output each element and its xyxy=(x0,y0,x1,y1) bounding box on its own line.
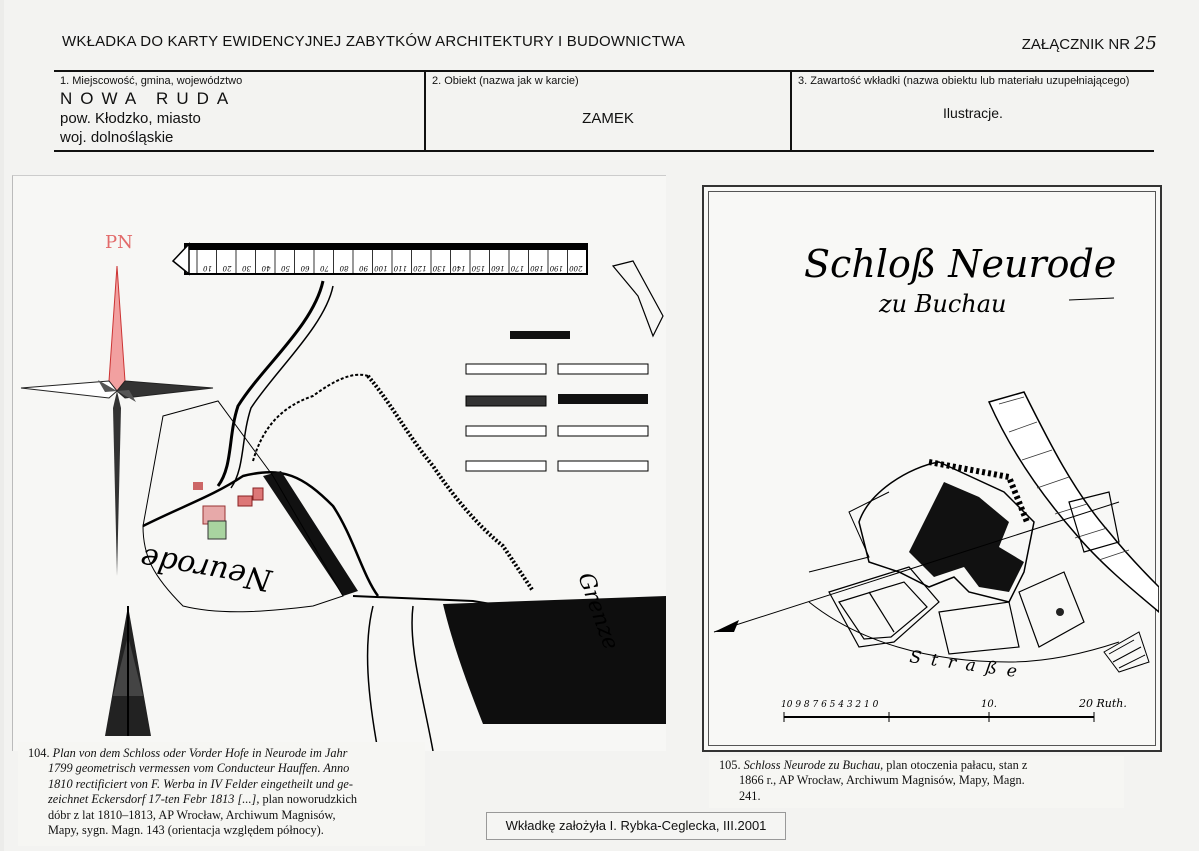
caption-105-line-1 xyxy=(719,758,1116,773)
caption-104-line-4 xyxy=(28,792,419,807)
scale-right-label: 20 Ruth. xyxy=(1079,697,1127,710)
caption-104-italic-3: 1810 rectificiert von F. Werba in IV Felder eingetheilt und ge- xyxy=(48,776,353,791)
caption-figure-104 xyxy=(18,742,425,846)
scale-number: 10 xyxy=(203,264,212,272)
field-object-label: 2. Obiekt (nazwa jak w karcie) xyxy=(432,75,579,87)
annex-number: 25 xyxy=(1134,33,1157,54)
scale-number: 190 xyxy=(549,264,563,272)
field-location-town: NOWA RUDA xyxy=(60,89,237,108)
scale-number: 110 xyxy=(393,264,407,272)
historic-map-1866-drawing xyxy=(709,192,1159,749)
historic-map-1866 xyxy=(702,185,1162,752)
historic-map-1813 xyxy=(12,175,666,751)
scale-mid-label: 10. xyxy=(981,699,997,710)
caption-104-italic-2: 1799 geometrisch vermessen vom Conducteur Hauffen. Anno xyxy=(48,761,350,776)
caption-104-plain-4: plan noworudzkich xyxy=(262,792,358,807)
scale-bar xyxy=(173,244,587,274)
town-name-neurode: Neurode xyxy=(137,540,275,598)
caption-105-number: 105. xyxy=(719,758,741,772)
scale-number: 90 xyxy=(359,264,368,272)
scale-number: 150 xyxy=(471,264,485,272)
scale-number: 50 xyxy=(281,264,290,272)
caption-105-plain-1: plan otoczenia pałacu, stan z xyxy=(886,758,1028,772)
caption-104-line-3 xyxy=(28,777,419,792)
annex-label: ZAŁĄCZNIK NR xyxy=(1021,36,1131,53)
historic-map-1866-frame xyxy=(708,191,1156,746)
annex-number-label xyxy=(1022,33,1157,54)
author-note: Wkładkę założyła I. Rybka-Ceglecka, III.2001 xyxy=(486,812,786,840)
caption-104-line-2 xyxy=(28,761,419,776)
castle-buildings-icon xyxy=(193,482,263,539)
field-object xyxy=(424,72,790,150)
scale-number: 60 xyxy=(300,264,310,272)
record-fields-table xyxy=(54,70,1154,152)
caption-figure-105 xyxy=(709,756,1124,808)
scale-number: 80 xyxy=(339,264,349,272)
map-title-line-2: zu Buchau xyxy=(879,290,1007,318)
scale-number: 100 xyxy=(374,264,388,272)
scale-number: 40 xyxy=(261,264,271,272)
map-title-line-1: Schloß Neurode xyxy=(804,242,1117,286)
caption-105-line-2: 1866 r., AP Wrocław, Archiwum Magnisów, Mapy, Magn. xyxy=(739,773,1025,788)
scale-number: 180 xyxy=(530,264,544,272)
scale-number: 130 xyxy=(432,264,446,272)
scale-number: 70 xyxy=(320,264,329,272)
caption-104-italic-1: Plan von dem Schloss oder Vorder Hofe in Neurode im Jahr xyxy=(52,746,348,760)
document-sheet xyxy=(4,0,1199,851)
grenze-label: Grenze xyxy=(572,569,624,654)
scale-number: 160 xyxy=(491,264,505,272)
scale-number: 170 xyxy=(510,264,524,272)
palace-footprint-icon xyxy=(859,462,1034,602)
compass-rose-icon xyxy=(21,266,213,576)
caption-104-line-5: dóbr z lat 1810–1813, AP Wrocław, Archiwum Magnisów, xyxy=(48,807,336,822)
caption-104-line-1 xyxy=(28,746,419,761)
scale-number: 30 xyxy=(242,264,251,272)
field-location-province: woj. dolnośląskie xyxy=(60,129,174,146)
caption-104-italic-4: zeichnet Eckersdorf 17-ten Febr 1813 [...], xyxy=(48,792,260,807)
field-content xyxy=(790,72,1154,150)
map-legend xyxy=(466,331,648,471)
field-location-label: 1. Miejscowość, gmina, województwo xyxy=(60,75,243,87)
scale-number: 140 xyxy=(452,264,466,272)
caption-105-italic-1: Schloss Neurode zu Buchau, xyxy=(743,758,884,772)
scale-number: 20 xyxy=(222,264,232,272)
scale-number: 120 xyxy=(413,264,427,272)
map-scale-bar xyxy=(781,697,1127,722)
field-content-value: Ilustracje. xyxy=(943,105,1003,121)
north-mark: PN xyxy=(105,232,133,253)
caption-104-line-6: Mapy, sygn. Magn. 143 (orientacja względem północy). xyxy=(48,823,324,838)
historic-map-1813-drawing xyxy=(13,176,666,751)
tree-icon xyxy=(105,606,151,736)
field-object-value: ZAMEK xyxy=(582,110,634,127)
field-location xyxy=(54,72,424,150)
field-content-label: 3. Zawartość wkładki (nazwa obiektu lub materiału uzupełniającego) xyxy=(798,75,1130,87)
caption-105-line-3: 241. xyxy=(739,788,761,803)
document-title: WKŁADKA DO KARTY EWIDENCYJNEJ ZABYTKÓW ARCHITEKTURY I BUDOWNICTWA xyxy=(62,33,686,50)
scale-left-label: 10 9 8 7 6 5 4 3 2 1 0 xyxy=(781,700,879,710)
field-location-county: pow. Kłodzko, miasto xyxy=(60,110,201,127)
caption-104-number: 104. xyxy=(28,746,50,760)
scale-number: 200 xyxy=(569,264,583,272)
street-label: Straße xyxy=(908,647,1029,684)
